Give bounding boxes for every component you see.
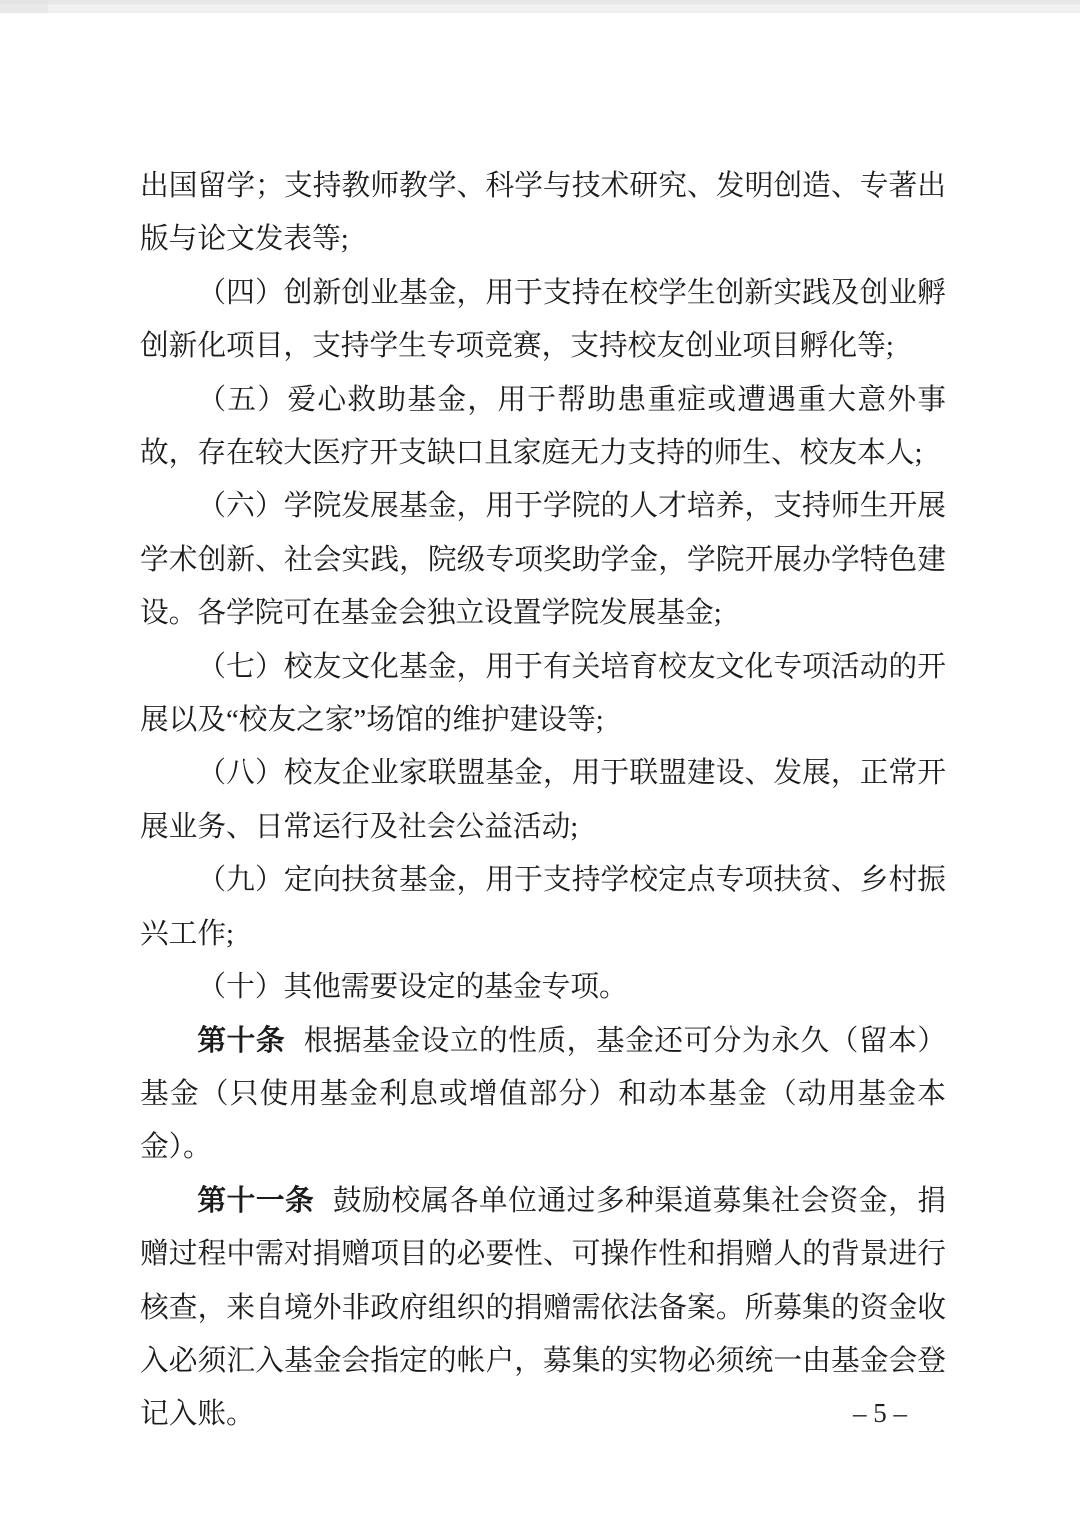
paragraph: 出国留学；支持教师教学、科学与技术研究、发明创造、专著出版与论文发表等; <box>140 170 946 256</box>
viewer-top-strip <box>0 0 1080 13</box>
paragraph: （七）校友文化基金，用于有关培育校友文化专项活动的开展以及“校友之家”场馆的维护建设等; <box>140 650 946 737</box>
article-number: 第十条 <box>197 1024 286 1057</box>
paragraph: （六）学院发展基金，用于学院的人才培养，支持师生开展学术创新、社会实践，院级专项奖助学金，学院开展办学特色建设。各学院可在基金会独立设置学院发展基金; <box>140 490 946 630</box>
paragraph: （十）其他需要设定的基金专项。 <box>197 971 628 1004</box>
page-number: – 5 – <box>853 1398 907 1428</box>
paragraph: 第十一条 鼓励校属各单位通过多种渠道募集社会资金，捐赠过程中需对捐赠项目的必要性、可操作性和捐赠人的背景进行核查，来自境外非政府组织的捐赠需依法备案。所募集的资金收入必须汇入基金会指定的帐户，募集的实物必须统一由基金会登记入账。 <box>140 1184 947 1431</box>
paragraph: （九）定向扶贫基金，用于支持学校定点专项扶贫、乡村振兴工作; <box>140 864 946 950</box>
document-body <box>140 160 946 1442</box>
paragraph: （四）创新创业基金，用于支持在校学生创新实践及创业孵创新化项目，支持学生专项竞赛，支持校友创业项目孵化等; <box>140 276 946 363</box>
paragraph: （八）校友企业家联盟基金，用于联盟建设、发展，正常开展业务、日常运行及社会公益活动; <box>140 757 946 843</box>
paragraph: 第十条 根据基金设立的性质，基金还可分为永久（留本）基金（只使用基金利息或增值部分）和动本基金（动用基金本金）。 <box>140 1024 947 1164</box>
paragraph: （五）爱心救助基金，用于帮助患重症或遭遇重大意外事故，存在较大医疗开支缺口且家庭无力支持的师生、校友本人; <box>140 383 946 470</box>
article-number: 第十一条 <box>197 1184 315 1217</box>
viewer-top-strip-notch <box>0 0 48 13</box>
